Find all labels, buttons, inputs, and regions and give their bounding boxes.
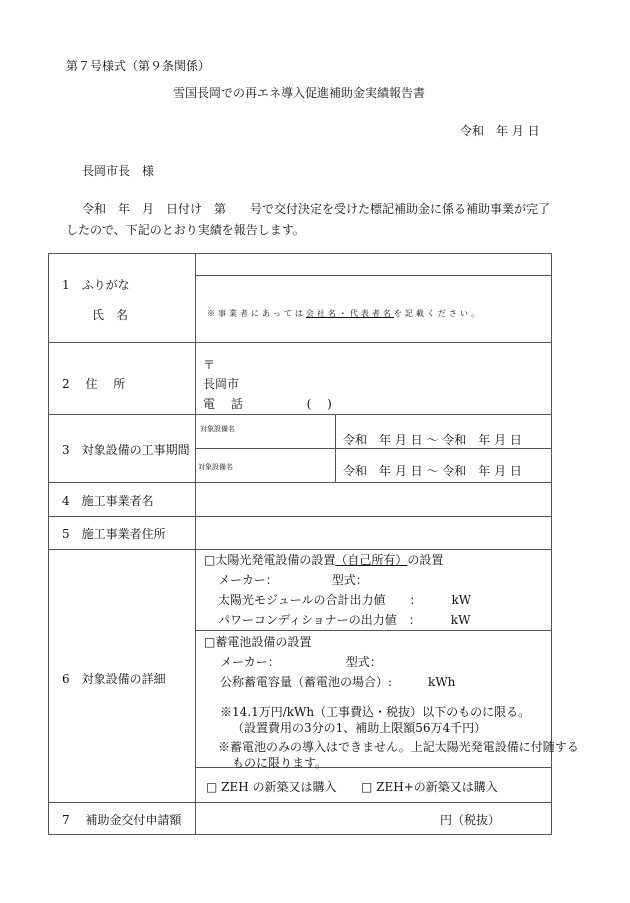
table-rule	[48, 342, 551, 343]
solar-title-text: の設置	[407, 553, 444, 567]
intro-line-2: したので、下記のとおり実績を報告します。	[66, 223, 305, 237]
furigana-field[interactable]	[196, 254, 550, 274]
postal-mark: 〒	[203, 358, 216, 372]
battery-note-1: ※14.1万円/kWh（工事費込・税抜）以下のものに限る。	[220, 705, 531, 719]
name-note-text: を記載ください。	[393, 309, 482, 318]
page-title: 雪国長岡での再エネ導入促進補助金実績報告書	[173, 86, 426, 100]
table-rule	[48, 802, 551, 803]
name-note-text: ※事業者にあっては	[207, 309, 306, 318]
zeh-plus-checkbox[interactable]: □ ZEH+の新築又は購入	[361, 780, 498, 794]
battery-maker: メーカー： 型式：	[220, 655, 382, 669]
battery-note-2: （設置費用の3分の1、補助上限額56万4千円）	[232, 721, 487, 735]
solar-maker: メーカー： 型式：	[218, 573, 368, 587]
battery-checkbox[interactable]: □蓄電池設備の設置	[204, 635, 312, 649]
report-date: 令和 年 月 日	[460, 124, 540, 138]
solar-pcs-output: パワーコンディショナーの出力値 ： kW	[218, 613, 471, 627]
period-1: 令和 年 月 日 ～ 令和 年 月 日	[343, 433, 522, 447]
table-rule	[48, 253, 49, 835]
solar-checkbox[interactable]	[204, 551, 443, 568]
equipment-detail-label: 6 対象設備の詳細	[62, 672, 166, 686]
zeh-checkbox[interactable]: □ ZEH の新築又は購入	[206, 780, 337, 794]
name-note	[207, 308, 482, 319]
city-text: 長岡市	[203, 377, 240, 391]
contractor-address-label: 5 施工事業者住所	[62, 527, 166, 541]
battery-capacity: 公称蓄電容量（蓄電池の場合）: kWh	[220, 675, 456, 689]
table-rule	[48, 516, 551, 517]
form-number: 第７号様式（第９条関係）	[66, 59, 211, 73]
table-rule	[48, 414, 551, 415]
solar-module-output: 太陽光モジュールの合計出力値 ： kW	[218, 593, 472, 607]
equipment-name-label-1: 対象設備名	[200, 425, 235, 433]
intro-line-1: 令和 年 月 日付け 第 号で交付決定を受けた標記補助金に係る補助事業が完了	[82, 202, 551, 216]
phone-text: 電 話 ( )	[203, 397, 332, 411]
table-rule	[195, 630, 551, 631]
table-rule	[195, 275, 551, 276]
table-rule	[48, 482, 551, 483]
table-rule	[48, 834, 551, 835]
name-note-underlined: 会社名・代表者名	[305, 309, 394, 318]
furigana-label: 1 ふりがな	[62, 278, 130, 292]
subsidy-amount-unit: 円（税抜）	[440, 813, 501, 827]
name-label: 氏 名	[92, 308, 129, 322]
table-rule	[195, 253, 196, 835]
contractor-name-label: 4 施工事業者名	[62, 494, 154, 508]
battery-note-3: ※蓄電池のみの導入はできません。上記太陽光発電設備に付随する	[218, 740, 579, 754]
table-rule	[335, 414, 336, 482]
table-rule	[195, 448, 551, 449]
battery-note-4: ものに限ります。	[232, 756, 328, 770]
subsidy-amount-label: 7 補助金交付申請額	[62, 813, 182, 827]
table-rule	[48, 549, 551, 550]
equipment-name-label-2: 対象設備名	[198, 463, 233, 471]
addressee: 長岡市長 様	[82, 164, 155, 178]
solar-title-underlined: （自己所有）	[335, 553, 408, 567]
solar-title-text: □太陽光発電設備の設置	[204, 553, 336, 567]
address-label: 2 住 所	[62, 377, 126, 391]
period-2: 令和 年 月 日 ～ 令和 年 月 日	[343, 464, 522, 478]
period-label: 3 対象設備の工事期間	[62, 443, 190, 457]
